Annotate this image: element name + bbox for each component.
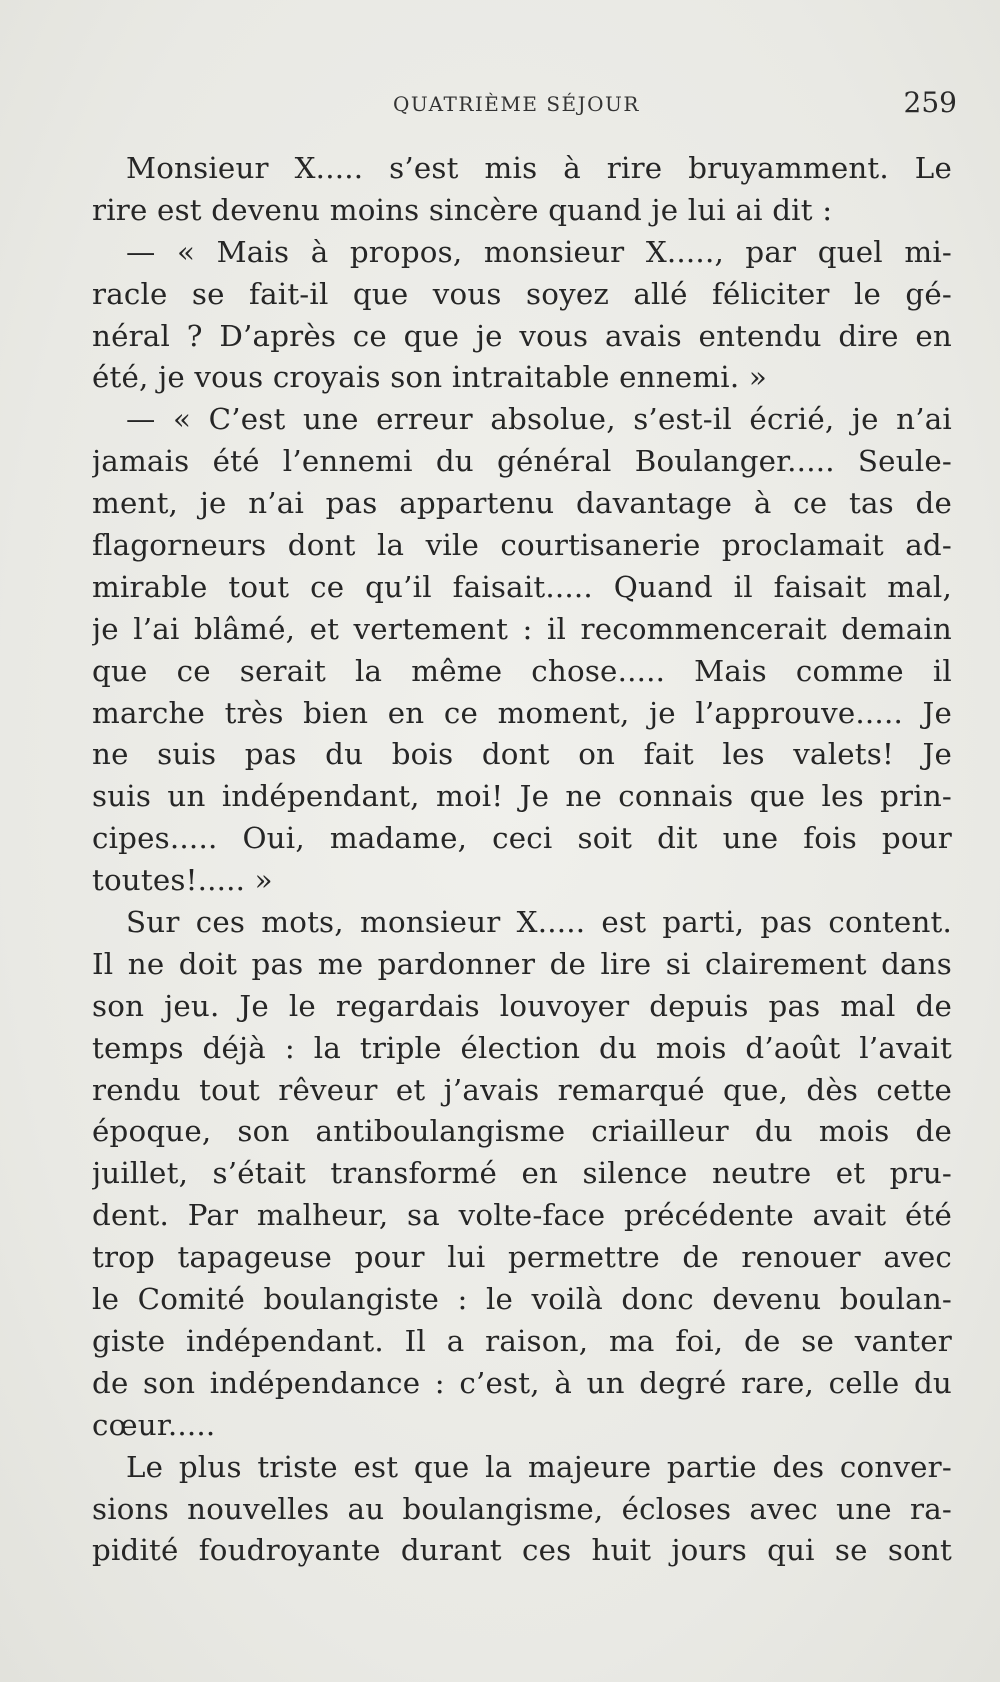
text-line: — « C’est une erreur absolue, s’est-il écrié, je n’ai	[126, 402, 952, 437]
text-line: été, je vous croyais son intraitable ennemi. »	[92, 360, 768, 395]
text-line: pidité foudroyante durant ces huit jours qui se sont	[92, 1533, 952, 1568]
text-line: marche très bien en ce moment, je l’approuve..... Je	[92, 695, 952, 730]
text-line: ne suis pas du bois dont on fait les valets! Je	[92, 737, 952, 772]
text-line: Sur ces mots, monsieur X..... est parti, pas content.	[126, 905, 952, 940]
text-line: temps déjà : la triple élection du mois d’août l’avait	[92, 1030, 952, 1065]
text-line: dent. Par malheur, sa volte-face précédente avait été	[92, 1198, 952, 1233]
text-line: cœur.....	[92, 1407, 216, 1442]
running-head: QUATRIÈME SÉJOUR	[393, 92, 640, 116]
text-line: cipes..... Oui, madame, ceci soit dit une fois pour	[92, 821, 952, 856]
page-number: 259	[903, 86, 957, 119]
text-line: époque, son antiboulangisme criailleur du mois de	[92, 1114, 952, 1149]
text-line: Le plus triste est que la majeure partie des conver-	[126, 1449, 952, 1484]
text-line: sions nouvelles au boulangisme, écloses avec une ra-	[92, 1491, 952, 1526]
text-line: giste indépendant. Il a raison, ma foi, de se vanter	[92, 1323, 952, 1358]
text-line: suis un indépendant, moi! Je ne connais que les prin-	[92, 779, 952, 814]
text-line: que ce serait la même chose..... Mais comme il	[92, 653, 952, 688]
text-line: le Comité boulangiste : le voilà donc devenu boulan-	[92, 1282, 952, 1317]
text-line: néral ? D’après ce que je vous avais entendu dire en	[92, 318, 952, 353]
text-line: je l’ai blâmé, et vertement : il recommencerait demain	[92, 611, 952, 646]
text-line: Il ne doit pas me pardonner de lire si clairement dans	[92, 946, 952, 981]
text-line: flagorneurs dont la vile courtisanerie proclamait ad-	[92, 528, 952, 563]
text-line: jamais été l’ennemi du général Boulanger..... Seule-	[92, 444, 952, 479]
text-line: juillet, s’était transformé en silence neutre et pru-	[92, 1156, 952, 1191]
text-line: son jeu. Je le regardais louvoyer depuis pas mal de	[92, 988, 952, 1023]
text-line: ment, je n’ai pas appartenu davantage à ce tas de	[92, 486, 952, 521]
page-header	[125, 86, 957, 120]
text-line: toutes!..... »	[92, 863, 273, 898]
text-line: racle se fait-il que vous soyez allé féliciter le gé-	[92, 276, 952, 311]
body-text	[92, 148, 952, 1572]
text-line: — « Mais à propos, monsieur X....., par quel mi-	[126, 234, 952, 269]
text-line: rire est devenu moins sincère quand je lui ai dit :	[92, 192, 833, 227]
text-line: mirable tout ce qu’il faisait..... Quand il faisait mal,	[92, 569, 952, 604]
text-line: trop tapageuse pour lui permettre de renouer avec	[92, 1240, 952, 1275]
text-line: Monsieur X..... s’est mis à rire bruyamment. Le	[126, 151, 952, 185]
text-line: de son indépendance : c’est, à un degré rare, celle du	[92, 1365, 952, 1400]
text-line: rendu tout rêveur et j’avais remarqué que, dès cette	[92, 1072, 952, 1107]
